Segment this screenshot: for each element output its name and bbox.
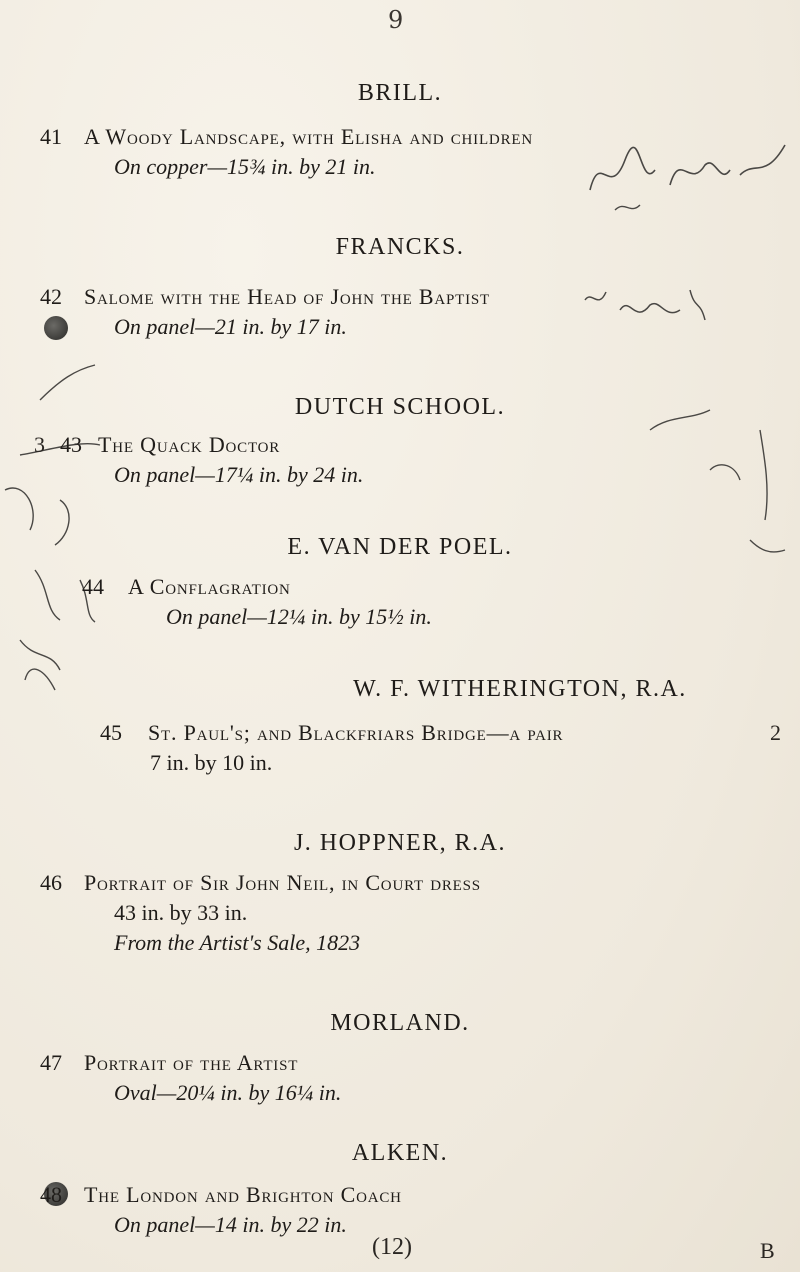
margin-note: 2 bbox=[770, 720, 781, 745]
page-number: 9 bbox=[388, 6, 404, 34]
margin-note: 3 bbox=[34, 432, 45, 457]
lot-dimensions: On panel—14 in. by 22 in. bbox=[114, 1212, 347, 1237]
lot-dimensions: 7 in. by 10 in. bbox=[150, 750, 273, 775]
lot-title: The London and Brighton Coach bbox=[84, 1182, 402, 1207]
signature-mark: (12) bbox=[372, 1234, 412, 1260]
lot-number: 41 bbox=[40, 124, 62, 149]
artist-heading: MORLAND. bbox=[330, 1010, 470, 1036]
lot-title: A Woody Landscape, with Elisha and children bbox=[84, 124, 533, 149]
lot-title: St. Paul's; and Blackfriars Bridge—a pair bbox=[148, 720, 564, 745]
lot-number: 47 bbox=[40, 1050, 62, 1075]
artist-heading: BRILL. bbox=[357, 80, 443, 106]
lot-dimensions: On panel—21 in. by 17 in. bbox=[114, 314, 347, 339]
pencil-annotation-top-right bbox=[580, 130, 800, 220]
lot-number: 46 bbox=[40, 870, 62, 895]
pencil-annotation-lot42-right bbox=[580, 280, 710, 360]
artist-heading: DUTCH SCHOOL. bbox=[294, 394, 506, 420]
lot-dimensions: On panel—17¼ in. by 24 in. bbox=[114, 462, 364, 487]
lot-title: A Conflagration bbox=[128, 574, 291, 599]
sheet-mark: B bbox=[760, 1238, 775, 1263]
lot-number: 42 bbox=[40, 284, 62, 309]
lot-dimensions: On panel—12¼ in. by 15½ in. bbox=[166, 604, 432, 629]
lot-title: Salome with the Head of John the Baptist bbox=[84, 284, 490, 309]
lot-dimensions: 43 in. by 33 in. bbox=[114, 900, 248, 925]
lot-title: Portrait of Sir John Neil, in Court dress bbox=[84, 870, 481, 895]
margin-dot-mark bbox=[44, 316, 68, 340]
lot-title: The Quack Doctor bbox=[98, 432, 281, 457]
lot-number: 44 bbox=[82, 574, 104, 599]
lot-number: 43 bbox=[60, 432, 82, 457]
artist-heading: J. HOPPNER, R.A. bbox=[293, 830, 507, 856]
artist-heading: W. F. WITHERINGTON, R.A. bbox=[353, 676, 687, 702]
artist-heading: FRANCKS. bbox=[335, 234, 465, 260]
lot-dimensions: Oval—20¼ in. by 16¼ in. bbox=[114, 1080, 342, 1105]
lot-dimensions: On copper—15¾ in. by 21 in. bbox=[114, 154, 376, 179]
lot-number: 45 bbox=[100, 720, 122, 745]
artist-heading: ALKEN. bbox=[351, 1140, 449, 1166]
lot-number: 48 bbox=[40, 1182, 62, 1207]
artist-heading: E. VAN DER POEL. bbox=[287, 534, 513, 560]
lot-title: Portrait of the Artist bbox=[84, 1050, 299, 1075]
lot-provenance: From the Artist's Sale, 1823 bbox=[114, 930, 361, 955]
